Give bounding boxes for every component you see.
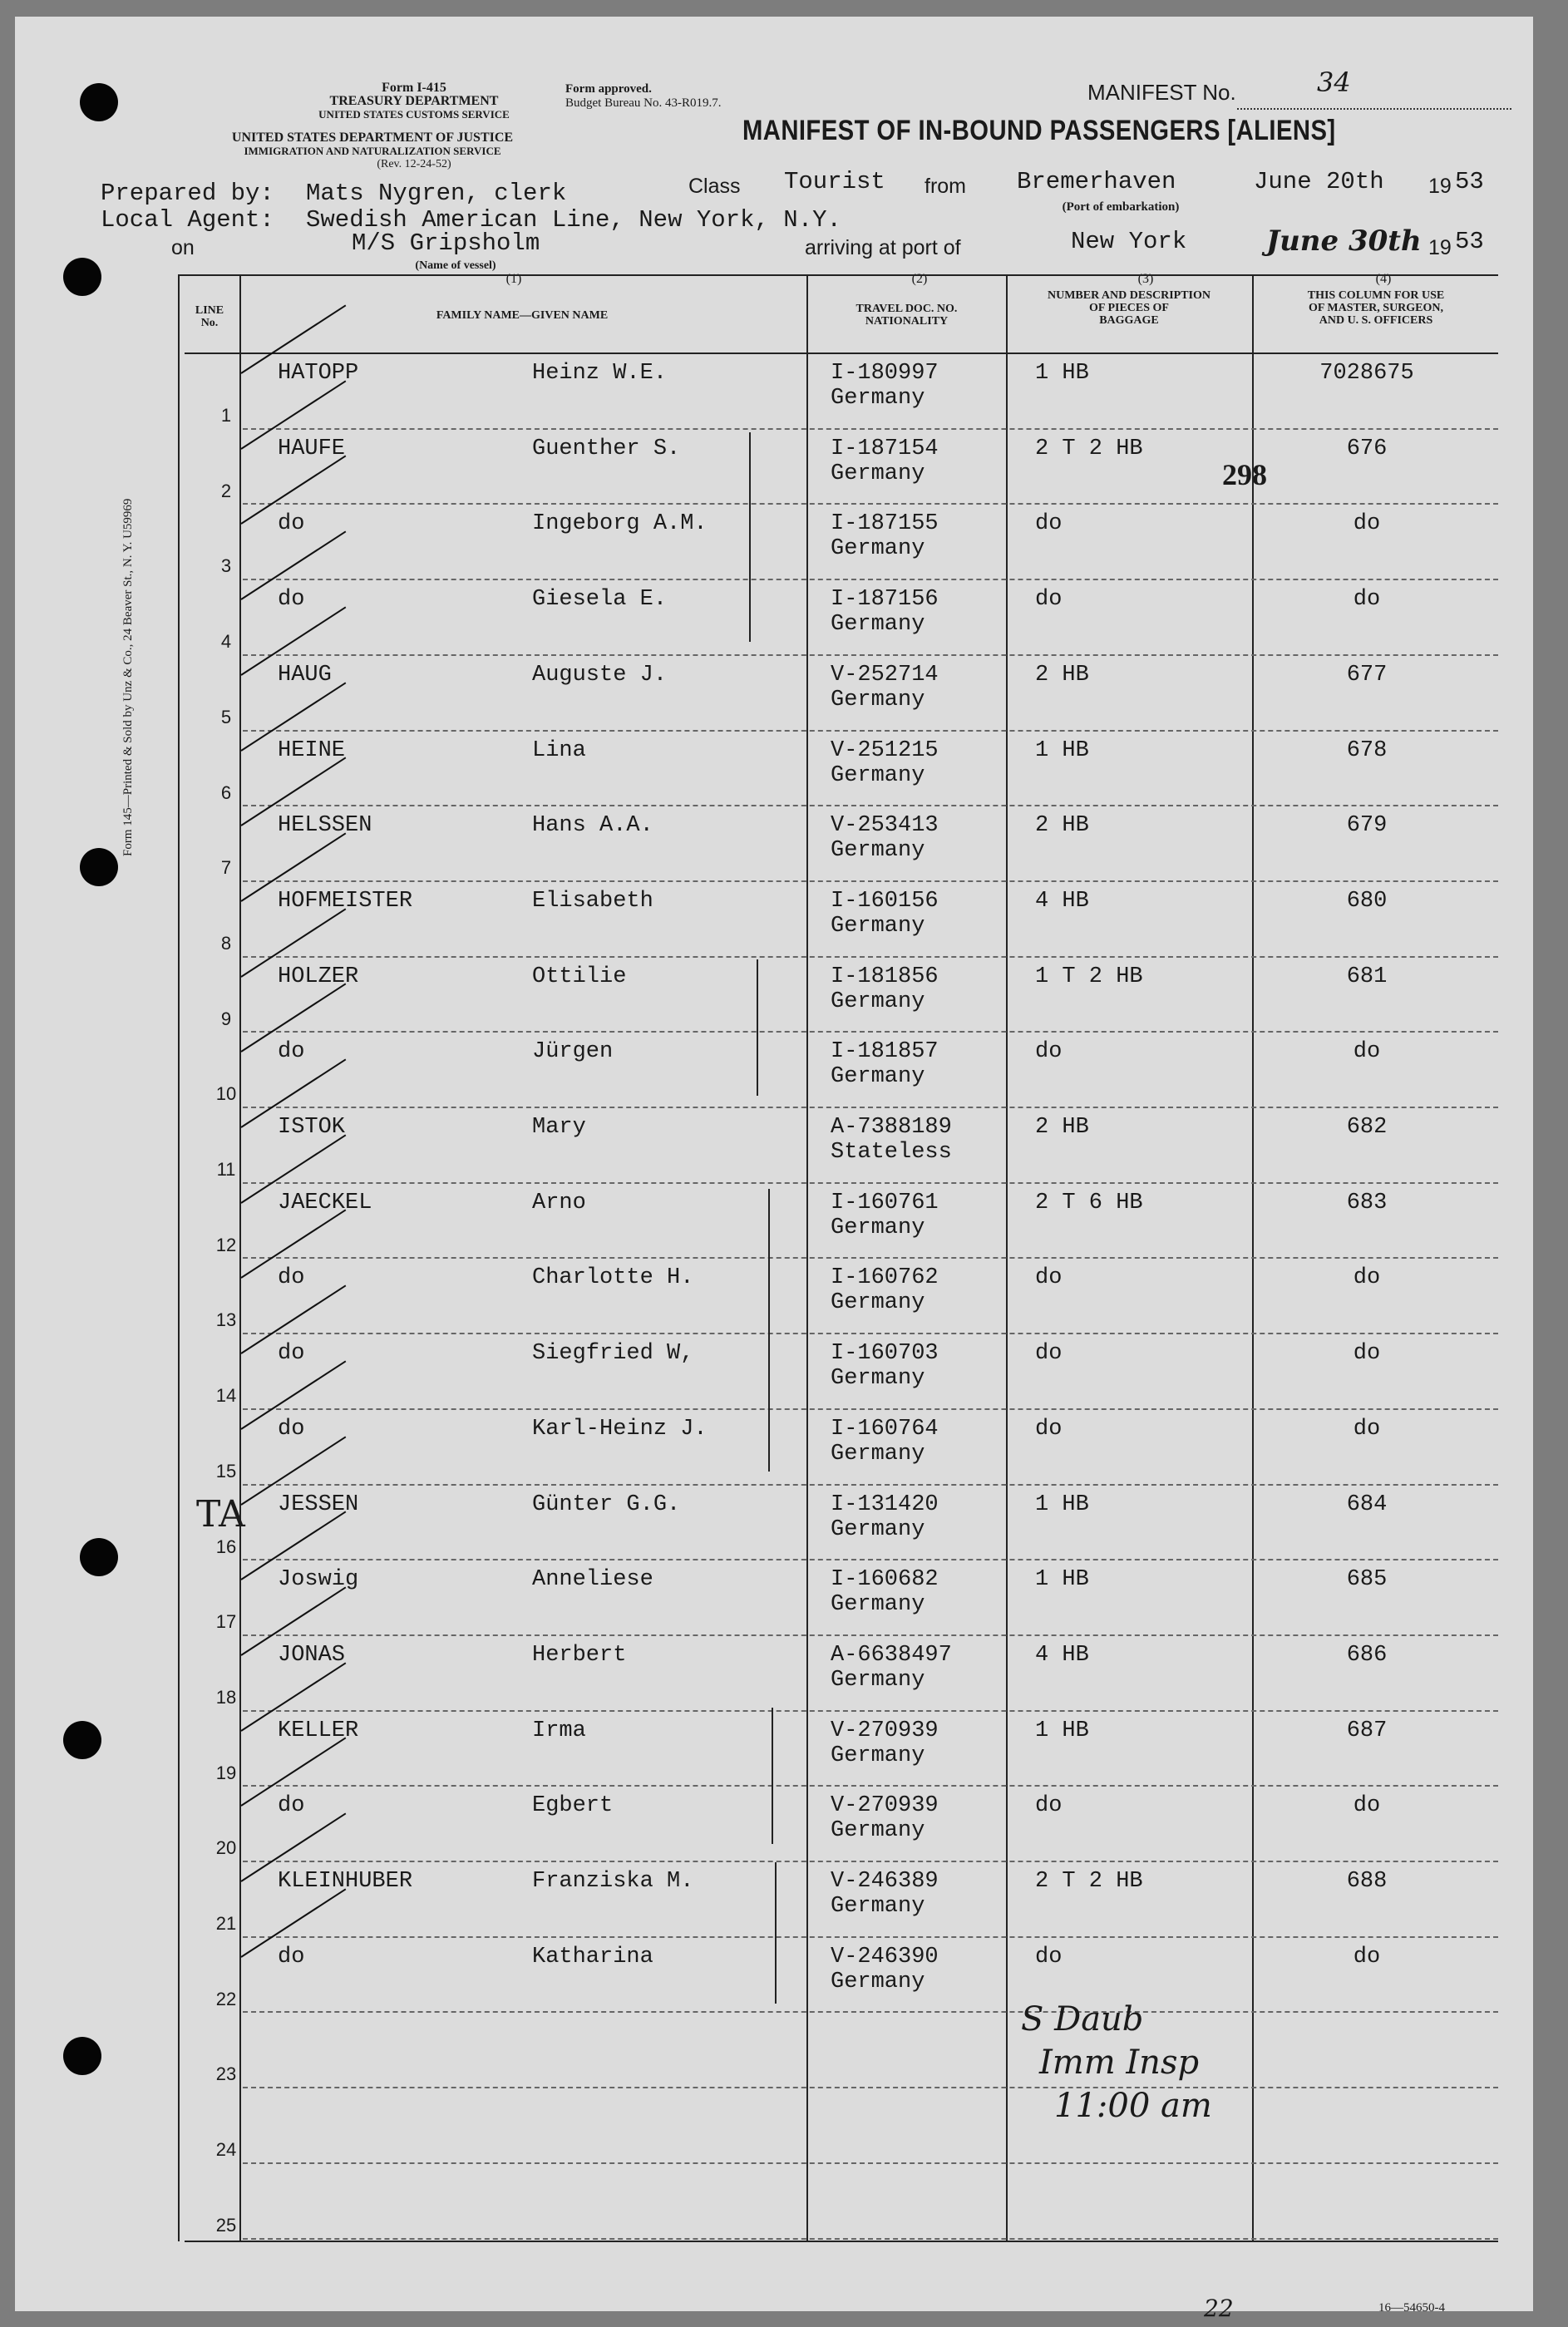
given-name: Arno bbox=[532, 1190, 586, 1215]
row-separator bbox=[243, 1182, 1498, 1184]
line-number: 7 bbox=[220, 857, 232, 879]
given-name: Günter G.G. bbox=[532, 1491, 681, 1517]
table-row bbox=[15, 658, 1533, 733]
row-separator bbox=[243, 2238, 1498, 2240]
given-name: Katharina bbox=[532, 1944, 653, 1970]
local-agent-value: Swedish American Line, New York, N.Y. bbox=[306, 206, 841, 234]
family-name: do bbox=[278, 1944, 305, 1970]
given-name: Heinz W.E. bbox=[532, 361, 668, 386]
travel-doc-number: V-270939 bbox=[831, 1793, 939, 1819]
line-number: 16 bbox=[215, 1536, 237, 1557]
nationality: Germany bbox=[831, 1441, 925, 1467]
family-name: Joswig bbox=[278, 1567, 359, 1593]
family-name: JAECKEL bbox=[278, 1190, 372, 1215]
officer-column: 677 bbox=[1346, 662, 1388, 688]
given-name: Siegfried W, bbox=[532, 1341, 694, 1367]
given-name: Franziska M. bbox=[532, 1869, 694, 1894]
family-name: do bbox=[278, 587, 305, 613]
travel-doc-number: A-6638497 bbox=[831, 1642, 952, 1668]
officer-column: 684 bbox=[1346, 1491, 1388, 1517]
line-number: 5 bbox=[220, 706, 232, 727]
line-number: 11 bbox=[216, 1159, 236, 1180]
line-number: 23 bbox=[215, 2063, 237, 2085]
line-number: 18 bbox=[215, 1686, 237, 1708]
given-name: Lina bbox=[532, 737, 586, 763]
header-travel-doc-1: TRAVEL DOC. NO. bbox=[855, 303, 958, 315]
table-row bbox=[15, 2090, 1533, 2166]
family-name: HOFMEISTER bbox=[278, 888, 413, 914]
table-row bbox=[15, 884, 1533, 959]
class-value: Tourist bbox=[784, 168, 885, 195]
baggage: 4 HB bbox=[1035, 1642, 1089, 1668]
table-row bbox=[15, 1638, 1533, 1713]
header-baggage-1: NUMBER AND DESCRIPTION bbox=[1047, 289, 1211, 302]
given-name: Giesela E. bbox=[532, 587, 668, 613]
baggage: 1 HB bbox=[1035, 737, 1089, 763]
inspector-title: Imm Insp bbox=[1039, 2044, 1200, 2082]
manifest-no-label: MANIFEST No. bbox=[1087, 80, 1236, 105]
table-row bbox=[15, 1940, 1533, 2015]
table-row bbox=[15, 582, 1533, 658]
manifest-page bbox=[15, 17, 1533, 2322]
officer-column: 676 bbox=[1346, 436, 1388, 461]
line-number: 17 bbox=[215, 1611, 237, 1633]
line-number: 25 bbox=[215, 2214, 237, 2236]
nationality: Germany bbox=[831, 1667, 925, 1693]
header-travel-doc bbox=[809, 303, 1004, 328]
family-name: HEINE bbox=[278, 737, 346, 763]
departure-date: June 20th bbox=[1254, 168, 1384, 195]
col-num-2: (2) bbox=[911, 272, 928, 286]
col-num-3: (3) bbox=[1137, 272, 1154, 286]
line-number: 13 bbox=[215, 1309, 237, 1331]
header-officers-1: THIS COLUMN FOR USE bbox=[1307, 289, 1445, 302]
ta-mark: TA bbox=[196, 1493, 245, 1536]
officer-column: 683 bbox=[1346, 1190, 1388, 1215]
table-row bbox=[15, 808, 1533, 884]
table-row bbox=[15, 431, 1533, 507]
page-number: 22 bbox=[1204, 2295, 1234, 2322]
manifest-no-value: 34 bbox=[1317, 67, 1351, 98]
line-number: 21 bbox=[215, 1913, 237, 1934]
line-number: 12 bbox=[215, 1234, 237, 1255]
given-name: Ottilie bbox=[532, 964, 627, 989]
nationality: Germany bbox=[831, 1818, 925, 1844]
immigration-service: IMMIGRATION AND NATURALIZATION SERVICE bbox=[244, 145, 501, 157]
table-row bbox=[15, 1788, 1533, 1864]
row-separator bbox=[243, 805, 1498, 806]
port-of-embarkation: Bremerhaven bbox=[1017, 168, 1176, 195]
travel-doc-number: I-160703 bbox=[831, 1341, 939, 1367]
baggage: do bbox=[1035, 587, 1063, 613]
penciled-298: 298 bbox=[1222, 458, 1267, 491]
baggage: 2 T 2 HB bbox=[1035, 436, 1143, 461]
given-name: Jürgen bbox=[532, 1039, 614, 1065]
nationality: Germany bbox=[831, 1366, 925, 1392]
departure-year: 53 bbox=[1455, 168, 1484, 195]
nationality: Germany bbox=[831, 1969, 925, 1994]
line-number: 6 bbox=[220, 781, 232, 803]
travel-doc-number: I-160764 bbox=[831, 1416, 939, 1442]
table-row bbox=[15, 2166, 1533, 2241]
table-row bbox=[15, 1186, 1533, 1261]
row-separator bbox=[243, 1484, 1498, 1486]
header-line-no-1: LINE bbox=[195, 304, 224, 317]
family-name: HATOPP bbox=[278, 361, 359, 386]
header-baggage-3: BAGGAGE bbox=[1099, 314, 1159, 327]
nationality: Germany bbox=[831, 1064, 925, 1090]
line-number: 10 bbox=[215, 1083, 237, 1105]
table-row bbox=[15, 356, 1533, 431]
officer-column: do bbox=[1353, 1944, 1381, 1970]
travel-doc-number: I-160762 bbox=[831, 1265, 939, 1291]
row-separator bbox=[243, 2011, 1498, 2013]
row-separator bbox=[243, 1031, 1498, 1033]
baggage: 2 HB bbox=[1035, 1115, 1089, 1140]
family-name: HAUG bbox=[278, 662, 332, 688]
budget-bureau: Budget Bureau No. 43-R019.7. bbox=[565, 96, 722, 110]
travel-doc-number: I-180997 bbox=[831, 361, 939, 386]
given-name: Guenther S. bbox=[532, 436, 681, 461]
arrival-year-prefix: 19 bbox=[1428, 236, 1452, 259]
form-number: Form I-415 bbox=[382, 81, 446, 95]
nationality: Germany bbox=[831, 1592, 925, 1618]
officer-column: do bbox=[1353, 1793, 1381, 1819]
family-bracket bbox=[768, 1189, 770, 1472]
officer-column: 686 bbox=[1346, 1642, 1388, 1668]
travel-doc-number: I-160682 bbox=[831, 1567, 939, 1593]
header-baggage-2: OF PIECES OF bbox=[1089, 302, 1169, 314]
family-name: do bbox=[278, 1341, 305, 1367]
from-label: from bbox=[925, 175, 966, 198]
arrival-date: June 30th bbox=[1266, 224, 1422, 258]
table-header-border bbox=[185, 353, 1498, 354]
officer-column: do bbox=[1353, 1039, 1381, 1065]
nationality: Germany bbox=[831, 1894, 925, 1919]
col-num-1: (1) bbox=[505, 272, 522, 286]
baggage: do bbox=[1035, 1341, 1063, 1367]
baggage: 1 HB bbox=[1035, 1718, 1089, 1743]
inspector-signature: S Daub bbox=[1021, 2000, 1144, 2039]
nationality: Germany bbox=[831, 461, 925, 486]
line-number: 14 bbox=[215, 1385, 237, 1407]
travel-doc-number: A-7388189 bbox=[831, 1115, 952, 1140]
officer-column: do bbox=[1353, 1341, 1381, 1367]
vessel-name: M/S Gripsholm bbox=[352, 229, 540, 257]
row-separator bbox=[243, 503, 1498, 505]
travel-doc-number: I-187154 bbox=[831, 436, 939, 461]
baggage: do bbox=[1035, 1944, 1063, 1970]
arriving-label: arriving at port of bbox=[805, 236, 961, 259]
baggage: 1 HB bbox=[1035, 1491, 1089, 1517]
travel-doc-number: V-246389 bbox=[831, 1869, 939, 1894]
nationality: Germany bbox=[831, 838, 925, 864]
line-number: 3 bbox=[220, 555, 232, 577]
family-name: KELLER bbox=[278, 1718, 359, 1743]
header-officers bbox=[1255, 289, 1497, 327]
line-number: 9 bbox=[220, 1008, 232, 1029]
prepared-by-value: Mats Nygren, clerk bbox=[306, 180, 567, 207]
given-name: Auguste J. bbox=[532, 662, 668, 688]
line-number: 20 bbox=[215, 1837, 237, 1859]
row-separator bbox=[243, 1333, 1498, 1334]
nationality: Germany bbox=[831, 1743, 925, 1768]
family-name: HAUFE bbox=[278, 436, 346, 461]
family-bracket bbox=[749, 432, 751, 642]
family-name: HELSSEN bbox=[278, 813, 372, 839]
treasury-dept: TREASURY DEPARTMENT bbox=[329, 94, 499, 108]
form-revision: (Rev. 12-24-52) bbox=[377, 158, 451, 170]
officer-column: 687 bbox=[1346, 1718, 1388, 1743]
row-separator bbox=[243, 956, 1498, 958]
local-agent-label: Local Agent: bbox=[101, 206, 274, 234]
officer-column: 680 bbox=[1346, 888, 1388, 914]
table-row bbox=[15, 1713, 1533, 1789]
nationality: Germany bbox=[831, 536, 925, 562]
family-name: ISTOK bbox=[278, 1115, 346, 1140]
officer-column: 681 bbox=[1346, 964, 1388, 989]
line-number: 8 bbox=[220, 932, 232, 954]
given-name: Elisabeth bbox=[532, 888, 653, 914]
row-separator bbox=[243, 428, 1498, 430]
family-name: do bbox=[278, 511, 305, 537]
nationality: Germany bbox=[831, 1290, 925, 1316]
header-line-no-2: No. bbox=[200, 317, 219, 329]
baggage: 2 T 6 HB bbox=[1035, 1190, 1143, 1215]
row-separator bbox=[243, 2162, 1498, 2164]
header-line-no bbox=[181, 304, 238, 329]
travel-doc-number: V-246390 bbox=[831, 1944, 939, 1970]
family-name: do bbox=[278, 1793, 305, 1819]
row-separator bbox=[243, 1107, 1498, 1108]
footer-code: 16—54650-4 bbox=[1378, 2301, 1445, 2315]
given-name: Anneliese bbox=[532, 1567, 653, 1593]
row-separator bbox=[243, 1785, 1498, 1787]
baggage: do bbox=[1035, 1265, 1063, 1291]
header-officers-3: AND U. S. OFFICERS bbox=[1319, 314, 1433, 327]
manifest-no-line bbox=[1237, 108, 1511, 110]
nationality: Germany bbox=[831, 386, 925, 411]
travel-doc-number: I-181856 bbox=[831, 964, 939, 989]
given-name: Hans A.A. bbox=[532, 813, 653, 839]
family-name: JESSEN bbox=[278, 1491, 359, 1517]
travel-doc-number: I-160156 bbox=[831, 888, 939, 914]
prepared-by-label: Prepared by: bbox=[101, 180, 274, 207]
table-row bbox=[15, 2014, 1533, 2090]
header-travel-doc-2: NATIONALITY bbox=[865, 315, 949, 328]
table-row bbox=[15, 1260, 1533, 1336]
officer-column: 7028675 bbox=[1319, 361, 1414, 386]
travel-doc-number: I-187155 bbox=[831, 511, 939, 537]
travel-doc-number: I-181857 bbox=[831, 1039, 939, 1065]
nationality: Germany bbox=[831, 687, 925, 712]
baggage: 1 HB bbox=[1035, 1567, 1089, 1593]
nationality: Germany bbox=[831, 988, 925, 1014]
family-name: HOLZER bbox=[278, 964, 359, 989]
table-row bbox=[15, 733, 1533, 809]
baggage: 1 HB bbox=[1035, 361, 1089, 386]
line-number: 2 bbox=[220, 480, 232, 501]
table-top-border bbox=[178, 274, 1498, 276]
nationality: Germany bbox=[831, 762, 925, 788]
header-baggage bbox=[1008, 289, 1250, 327]
baggage: do bbox=[1035, 1039, 1063, 1065]
row-separator bbox=[243, 1710, 1498, 1712]
customs-service: UNITED STATES CUSTOMS SERVICE bbox=[318, 108, 510, 121]
line-number: 15 bbox=[215, 1460, 237, 1481]
row-separator bbox=[243, 1408, 1498, 1410]
baggage: 4 HB bbox=[1035, 888, 1089, 914]
officer-column: 679 bbox=[1346, 813, 1388, 839]
header-name: FAMILY NAME—GIVEN NAME bbox=[436, 309, 609, 322]
departure-year-prefix: 19 bbox=[1428, 175, 1452, 198]
nationality: Stateless bbox=[831, 1140, 952, 1165]
col-num-4: (4) bbox=[1375, 272, 1392, 286]
class-label: Class bbox=[688, 175, 741, 198]
table-row bbox=[15, 1336, 1533, 1412]
line-number: 22 bbox=[215, 1988, 237, 2009]
officer-column: do bbox=[1353, 587, 1381, 613]
officer-column: 682 bbox=[1346, 1115, 1388, 1140]
row-separator bbox=[243, 880, 1498, 882]
nationality: Germany bbox=[831, 1215, 925, 1240]
port-of-embarkation-caption: (Port of embarkation) bbox=[1062, 200, 1180, 214]
row-separator bbox=[243, 1861, 1498, 1862]
justice-dept: UNITED STATES DEPARTMENT OF JUSTICE bbox=[231, 131, 514, 145]
row-separator bbox=[243, 1257, 1498, 1259]
nationality: Germany bbox=[831, 1516, 925, 1542]
line-number: 24 bbox=[215, 2139, 237, 2161]
travel-doc-number: I-131420 bbox=[831, 1491, 939, 1517]
arrival-port: New York bbox=[1071, 228, 1187, 255]
table-row bbox=[15, 1034, 1533, 1110]
family-name: do bbox=[278, 1416, 305, 1442]
baggage: do bbox=[1035, 1416, 1063, 1442]
family-name: KLEINHUBER bbox=[278, 1869, 413, 1894]
table-row bbox=[15, 1110, 1533, 1186]
baggage: 2 HB bbox=[1035, 662, 1089, 688]
family-name: JONAS bbox=[278, 1642, 346, 1668]
baggage: 2 T 2 HB bbox=[1035, 1869, 1143, 1894]
arrival-year: 53 bbox=[1455, 228, 1484, 255]
row-separator bbox=[243, 1936, 1498, 1938]
on-label: on bbox=[171, 236, 195, 259]
header-officers-2: OF MASTER, SURGEON, bbox=[1308, 302, 1444, 314]
form-approved: Form approved. bbox=[565, 82, 652, 96]
travel-doc-number: V-251215 bbox=[831, 737, 939, 763]
family-name: do bbox=[278, 1265, 305, 1291]
officer-column: 688 bbox=[1346, 1869, 1388, 1894]
baggage: 2 HB bbox=[1035, 813, 1089, 839]
baggage: do bbox=[1035, 511, 1063, 537]
table-row bbox=[15, 506, 1533, 582]
table-row bbox=[15, 1562, 1533, 1638]
travel-doc-number: V-270939 bbox=[831, 1718, 939, 1743]
nationality: Germany bbox=[831, 913, 925, 939]
given-name: Ingeborg A.M. bbox=[532, 511, 708, 537]
table-row bbox=[15, 1864, 1533, 1940]
given-name: Egbert bbox=[532, 1793, 614, 1819]
inspection-time: 11:00 am bbox=[1054, 2087, 1212, 2125]
given-name: Charlotte H. bbox=[532, 1265, 694, 1291]
line-number: 4 bbox=[220, 631, 232, 653]
row-separator bbox=[243, 2087, 1498, 2088]
row-separator bbox=[243, 579, 1498, 580]
binder-hole bbox=[63, 258, 101, 296]
manifest-title: MANIFEST OF IN-BOUND PASSENGERS [ALIENS] bbox=[742, 115, 1336, 146]
travel-doc-number: V-252714 bbox=[831, 662, 939, 688]
officer-column: do bbox=[1353, 1265, 1381, 1291]
travel-doc-number: I-160761 bbox=[831, 1190, 939, 1215]
row-separator bbox=[243, 654, 1498, 656]
binder-hole bbox=[80, 83, 118, 121]
officer-column: 685 bbox=[1346, 1567, 1388, 1593]
vessel-name-caption: (Name of vessel) bbox=[415, 259, 496, 272]
officer-column: do bbox=[1353, 1416, 1381, 1442]
family-bracket bbox=[757, 959, 758, 1096]
table-row bbox=[15, 1412, 1533, 1487]
line-number: 1 bbox=[220, 405, 232, 426]
table-row bbox=[15, 959, 1533, 1035]
travel-doc-number: V-253413 bbox=[831, 813, 939, 839]
line-number: 19 bbox=[215, 1762, 237, 1783]
officer-column: 678 bbox=[1346, 737, 1388, 763]
nationality: Germany bbox=[831, 612, 925, 638]
officer-column: do bbox=[1353, 511, 1381, 537]
given-name: Mary bbox=[532, 1115, 586, 1140]
printer-side-text: Form 145—Printed & Sold by Unz & Co., 24 Beaver St., N. Y. U59969 bbox=[121, 498, 135, 856]
row-separator bbox=[243, 730, 1498, 732]
row-separator bbox=[243, 1634, 1498, 1636]
travel-doc-number: I-187156 bbox=[831, 587, 939, 613]
baggage: do bbox=[1035, 1793, 1063, 1819]
family-name: do bbox=[278, 1039, 305, 1065]
family-bracket bbox=[775, 1862, 777, 2004]
given-name: Karl-Heinz J. bbox=[532, 1416, 708, 1442]
given-name: Irma bbox=[532, 1718, 586, 1743]
given-name: Herbert bbox=[532, 1642, 627, 1668]
family-bracket bbox=[772, 1708, 773, 1844]
row-separator bbox=[243, 1559, 1498, 1560]
baggage: 1 T 2 HB bbox=[1035, 964, 1143, 989]
